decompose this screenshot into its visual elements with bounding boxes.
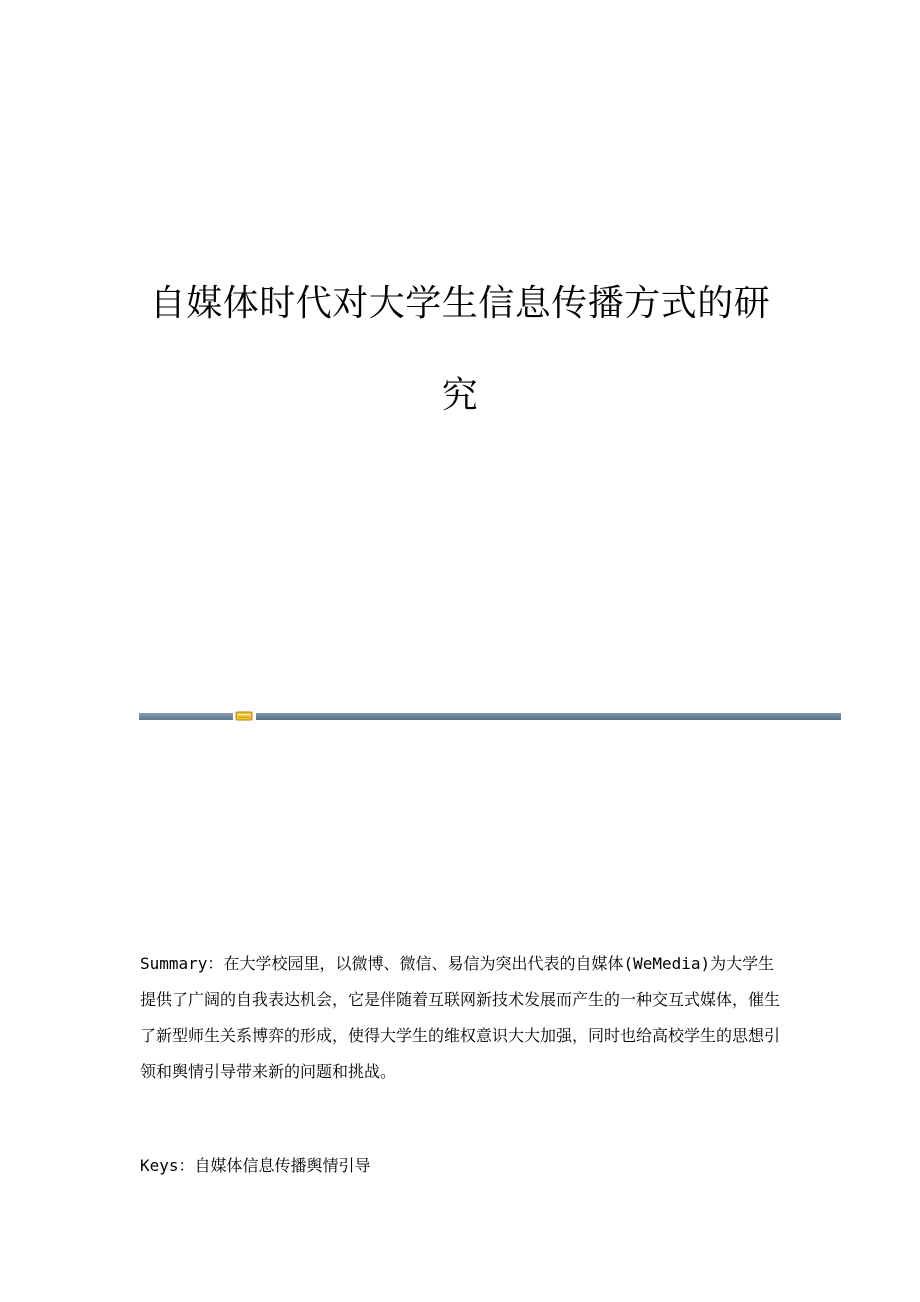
divider-bar-left: [139, 713, 233, 720]
title-line-1: 自媒体时代对大学生信息传播方式的研: [149, 283, 771, 324]
summary-paragraph: [140, 946, 780, 1090]
summary-label: Summary：: [140, 954, 224, 973]
keys-label: Keys：: [140, 1156, 195, 1175]
title-line-2: 究: [441, 375, 479, 416]
document-title: [140, 258, 780, 442]
divider-ornament-icon: [235, 711, 253, 721]
summary-text: 在大学校园里，以微博、微信、易信为突出代表的自媒体(WeMedia)为大学生提供了广阔的自我表达机会，它是伴随着互联网新技术发展而产生的一种交互式媒体，催生了新型师生关系博弈的形成，使得大学生的维权意识大大加强，同时也给高校学生的思想引领和舆情引导带来新的问题和挑战。: [140, 954, 781, 1081]
divider-bar-right: [256, 713, 841, 720]
keys-text: 自媒体信息传播舆情引导: [194, 1156, 371, 1175]
keywords-paragraph: [140, 1148, 780, 1184]
section-divider: [139, 711, 841, 721]
